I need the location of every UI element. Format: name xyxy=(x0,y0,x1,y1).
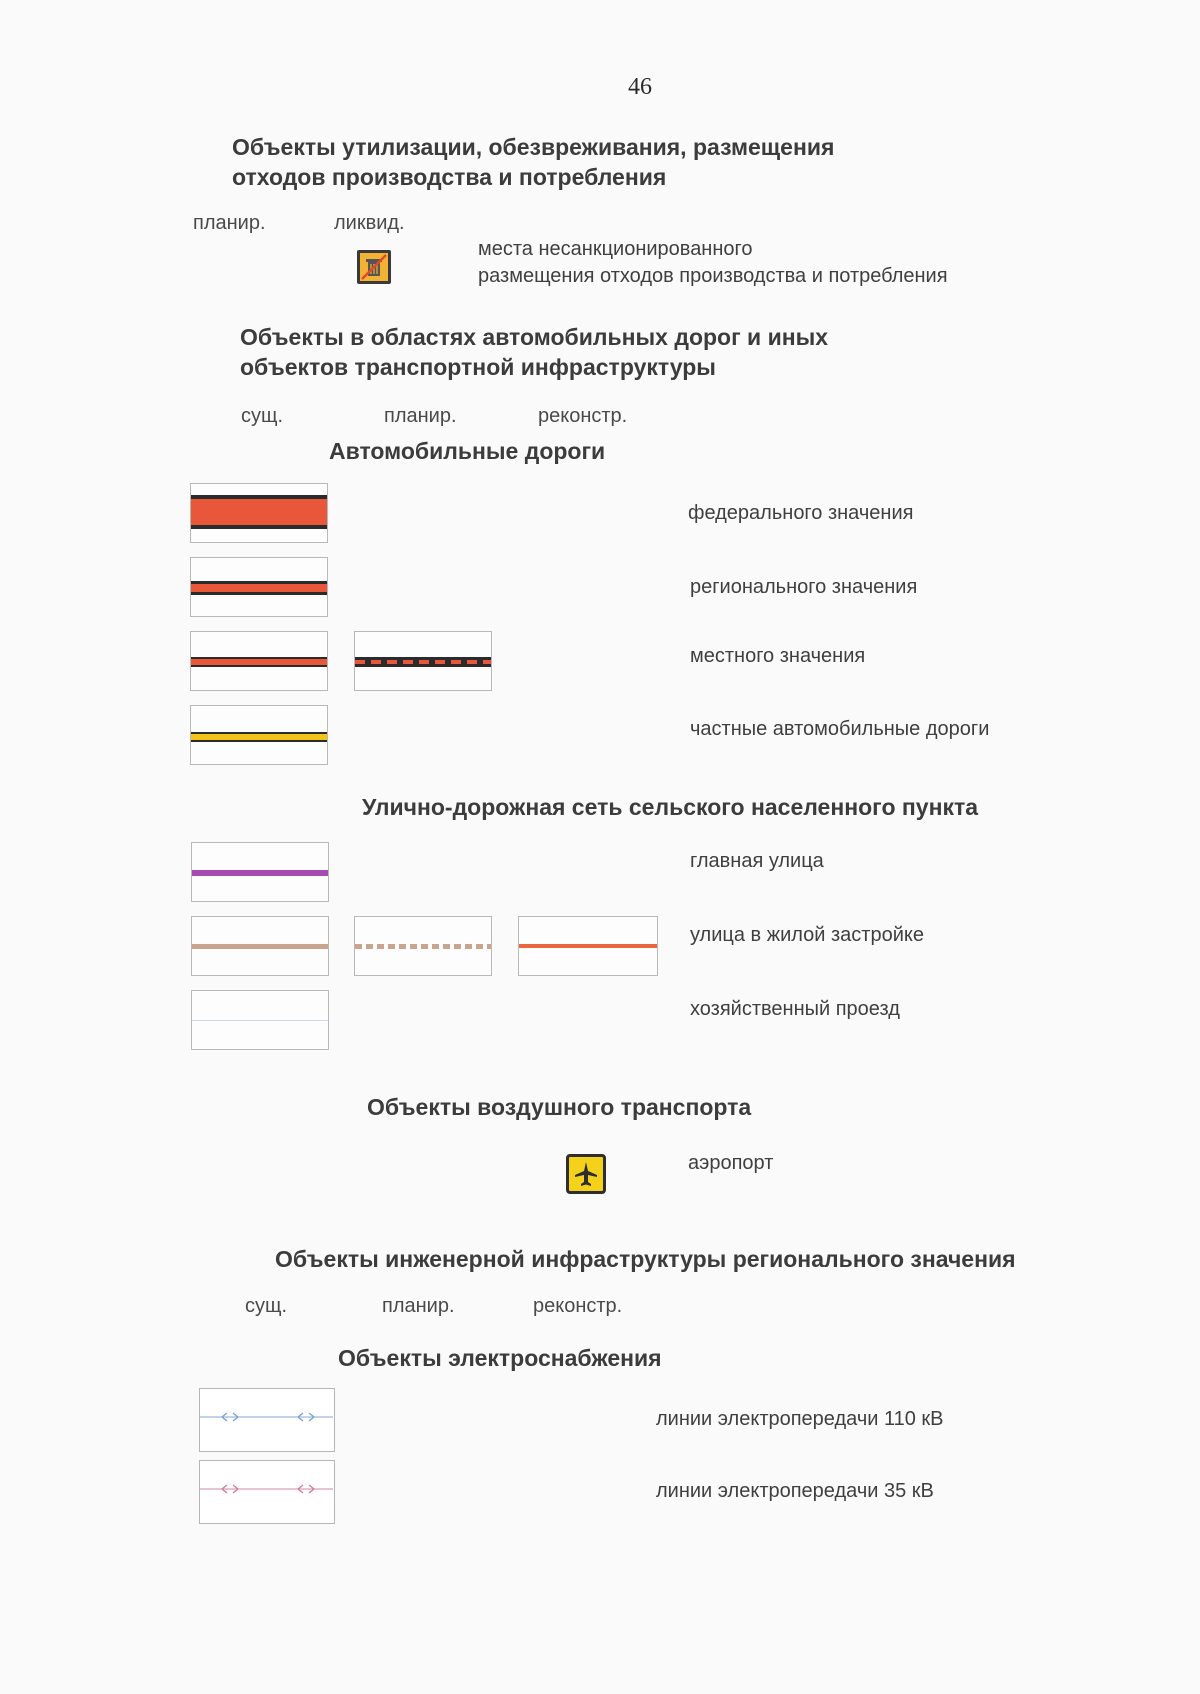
engineering-col-planned: планир. xyxy=(382,1295,455,1317)
road-local-existing-symbol xyxy=(190,631,328,691)
transport-col-existing: сущ. xyxy=(241,405,284,427)
power-110-label: линии электропередачи 110 кВ xyxy=(656,1408,944,1430)
road-federal-symbol xyxy=(190,483,328,543)
power-35-label: линии электропередачи 35 кВ xyxy=(656,1480,934,1502)
engineering-col-reconstr: реконстр. xyxy=(533,1295,623,1317)
transport-title-line2: объектов транспортной инфраструктуры xyxy=(240,354,716,380)
page-number: 46 xyxy=(628,74,652,100)
waste-title-line1: Объекты утилизации, обезвреживания, размещения xyxy=(232,134,835,160)
road-private-label: частные автомобильные дороги xyxy=(690,718,990,740)
transport-col-planned: планир. xyxy=(384,405,457,427)
waste-title xyxy=(232,132,834,192)
roads-title: Автомобильные дороги xyxy=(329,438,606,464)
engineering-title: Объекты инженерной инфраструктуры регионального значения xyxy=(275,1246,1016,1272)
transport-col-reconstr: реконстр. xyxy=(538,405,628,427)
airport-label: аэропорт xyxy=(688,1152,774,1174)
power-title: Объекты электроснабжения xyxy=(338,1345,662,1371)
road-local-planned-symbol xyxy=(354,631,492,691)
waste-item-line1: места несанкционированного xyxy=(478,238,753,260)
waste-item-label xyxy=(478,236,948,290)
residential-street-label: улица в жилой застройке xyxy=(690,924,924,946)
road-local-label: местного значения xyxy=(690,645,866,667)
streets-title: Улично-дорожная сеть сельского населенного пункта xyxy=(362,794,979,820)
power-35-symbol xyxy=(199,1460,335,1524)
road-federal-label: федерального значения xyxy=(688,502,914,524)
road-regional-label: регионального значения xyxy=(690,576,918,598)
service-road-symbol xyxy=(191,990,329,1050)
residential-street-planned-symbol xyxy=(354,916,492,976)
residential-street-existing-symbol xyxy=(191,916,329,976)
waste-col-liquidated: ликвид. xyxy=(334,212,405,234)
airport-icon xyxy=(566,1154,606,1194)
waste-title-line2: отходов производства и потребления xyxy=(232,164,667,190)
waste-item-line2: размещения отходов производства и потребления xyxy=(478,265,948,287)
service-road-label: хозяйственный проезд xyxy=(690,998,900,1020)
main-street-symbol xyxy=(191,842,329,902)
transport-title xyxy=(240,322,828,382)
dump-icon xyxy=(357,250,391,284)
road-regional-symbol xyxy=(190,557,328,617)
air-title: Объекты воздушного транспорта xyxy=(367,1094,752,1120)
waste-col-planned: планир. xyxy=(193,212,266,234)
residential-street-reconstr-symbol xyxy=(518,916,658,976)
power-110-symbol xyxy=(199,1388,335,1452)
transport-title-line1: Объекты в областях автомобильных дорог и иных xyxy=(240,324,829,350)
engineering-col-existing: сущ. xyxy=(245,1295,288,1317)
road-private-symbol xyxy=(190,705,328,765)
main-street-label: главная улица xyxy=(690,850,824,872)
